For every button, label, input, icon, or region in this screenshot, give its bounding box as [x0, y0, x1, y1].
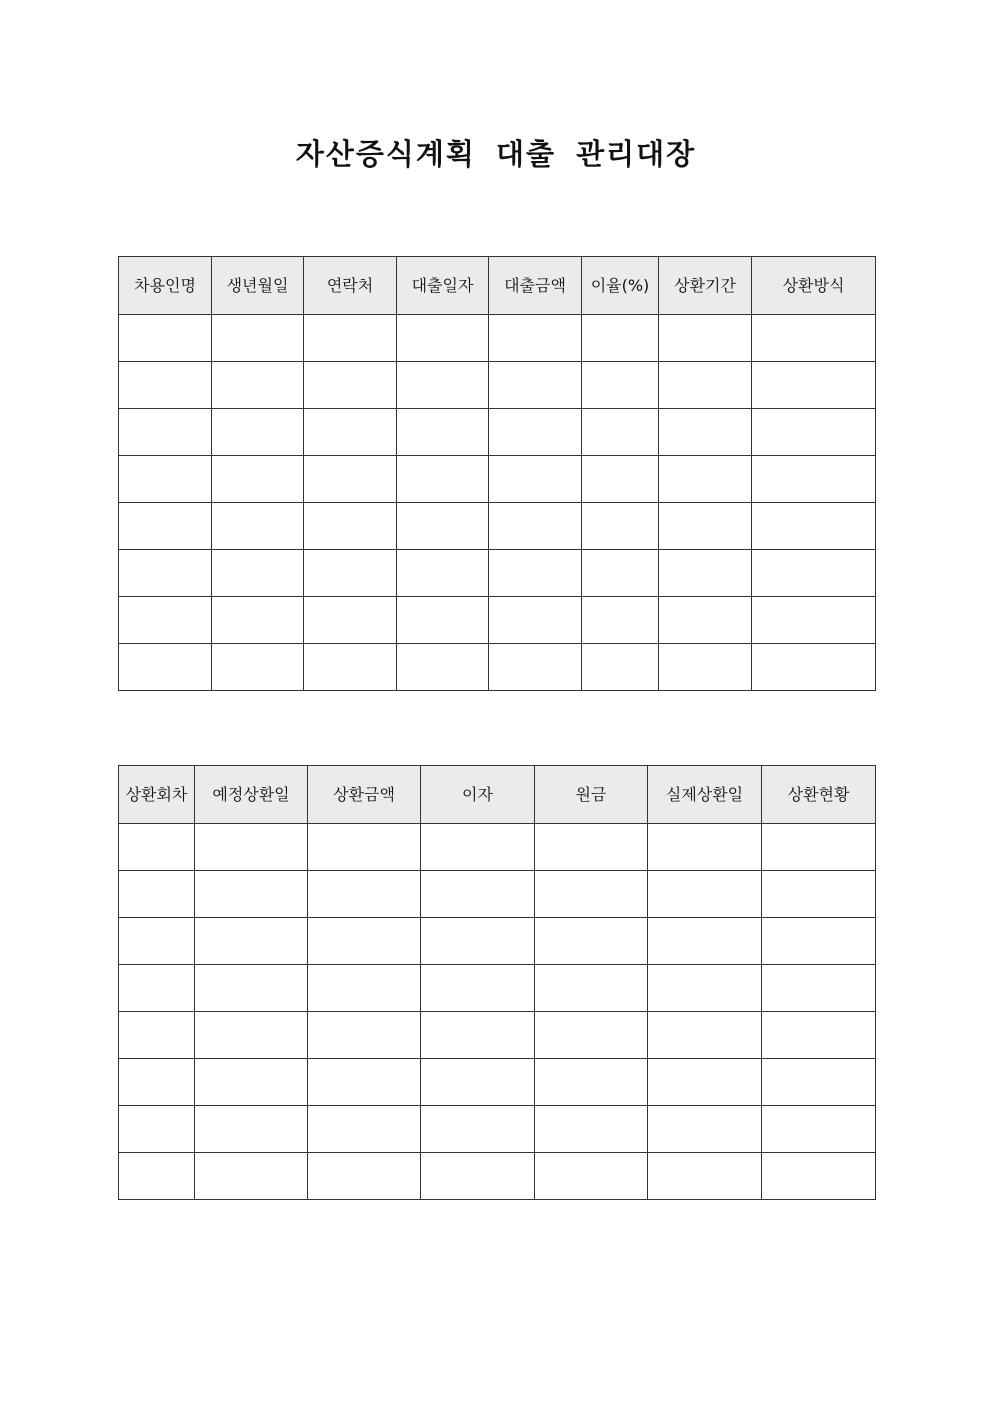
loan-table-cell[interactable]	[659, 644, 752, 691]
table-row	[119, 644, 876, 691]
loan-table-cell[interactable]	[119, 409, 212, 456]
loan-table-cell[interactable]	[489, 597, 582, 644]
table-row	[119, 597, 876, 644]
repayment-table-cell[interactable]	[195, 1012, 308, 1059]
repayment-table-cell[interactable]	[119, 871, 195, 918]
loan-table-header-label: 상환방식	[782, 275, 845, 295]
repayment-table-cell[interactable]	[308, 871, 421, 918]
loan-table-cell[interactable]	[212, 503, 304, 550]
loan-table-header-cell	[489, 257, 582, 315]
loan-table-cell[interactable]	[119, 550, 212, 597]
repayment-table-cell[interactable]	[421, 918, 535, 965]
loan-table-cell[interactable]	[397, 503, 489, 550]
repayment-table-cell[interactable]	[535, 1059, 648, 1106]
repayment-table-header-label: 상환금액	[333, 784, 395, 804]
repayment-table-cell[interactable]	[119, 965, 195, 1012]
loan-table-cell[interactable]	[752, 597, 876, 644]
repayment-table-cell[interactable]	[195, 965, 308, 1012]
loan-table-header-cell	[212, 257, 304, 315]
loan-table-cell[interactable]	[752, 456, 876, 503]
loan-table-header-label: 대출금액	[504, 275, 566, 295]
loan-table-cell[interactable]	[752, 550, 876, 597]
repayment-table-cell[interactable]	[648, 1106, 762, 1153]
loan-table-cell[interactable]	[659, 315, 752, 362]
loan-table-header-cell	[659, 257, 752, 315]
repayment-table-cell[interactable]	[195, 1153, 308, 1200]
loan-table-cell[interactable]	[582, 456, 659, 503]
repayment-table-cell[interactable]	[535, 1012, 648, 1059]
loan-table-cell[interactable]	[659, 503, 752, 550]
page-title: 자산증식계획 대출 관리대장	[295, 137, 697, 171]
table-row	[119, 362, 876, 409]
repayment-table-cell[interactable]	[119, 1012, 195, 1059]
loan-table-header-label: 상환기간	[674, 275, 736, 295]
loan-table-cell[interactable]	[212, 362, 304, 409]
loan-table-header-label: 연락처	[326, 275, 374, 295]
repayment-table-cell[interactable]	[119, 1059, 195, 1106]
table-row	[119, 1012, 876, 1059]
repayment-table-cell[interactable]	[421, 871, 535, 918]
loan-table-cell[interactable]	[304, 362, 397, 409]
loan-table-cell[interactable]	[212, 644, 304, 691]
loan-table-header-label: 생년월일	[226, 275, 289, 295]
repayment-table-cell[interactable]	[648, 1153, 762, 1200]
loan-table-cell[interactable]	[582, 315, 659, 362]
loan-table-cell[interactable]	[582, 362, 659, 409]
loan-table-cell[interactable]	[659, 456, 752, 503]
repayment-table-cell[interactable]	[535, 824, 648, 871]
table-row	[119, 918, 876, 965]
loan-table-cell[interactable]	[119, 597, 212, 644]
repayment-table-cell[interactable]	[119, 1106, 195, 1153]
repayment-table-cell[interactable]	[648, 824, 762, 871]
repayment-table-cell[interactable]	[535, 1106, 648, 1153]
repayment-table-header-label: 실제상환일	[665, 784, 744, 804]
loan-table-cell[interactable]	[582, 503, 659, 550]
loan-table-cell[interactable]	[212, 315, 304, 362]
repayment-table-cell[interactable]	[308, 965, 421, 1012]
repayment-table-header-cell	[119, 766, 195, 824]
loan-table-cell[interactable]	[212, 456, 304, 503]
repayment-table-header-label: 상환현황	[787, 784, 850, 804]
loan-table-cell[interactable]	[304, 550, 397, 597]
table-row	[119, 456, 876, 503]
repayment-table-cell[interactable]	[535, 918, 648, 965]
loan-table-cell[interactable]	[489, 315, 582, 362]
loan-table-cell[interactable]	[752, 409, 876, 456]
repayment-table-cell[interactable]	[648, 871, 762, 918]
loan-table-cell[interactable]	[752, 362, 876, 409]
loan-table-cell[interactable]	[304, 409, 397, 456]
table-row	[119, 965, 876, 1012]
repayment-table-header-label: 상환회차	[125, 784, 188, 804]
loan-table-cell[interactable]	[119, 315, 212, 362]
loan-table-cell[interactable]	[397, 550, 489, 597]
loan-table-cell[interactable]	[304, 644, 397, 691]
loan-table-header-row	[119, 257, 876, 315]
repayment-table-header-cell	[421, 766, 535, 824]
loan-table-cell[interactable]	[752, 644, 876, 691]
repayment-table-cell[interactable]	[421, 1059, 535, 1106]
loan-table-cell[interactable]	[489, 550, 582, 597]
repayment-table-cell[interactable]	[195, 918, 308, 965]
table-row	[119, 550, 876, 597]
repayment-table-cell[interactable]	[648, 1059, 762, 1106]
repayment-table-cell[interactable]	[648, 918, 762, 965]
loan-table-cell[interactable]	[212, 550, 304, 597]
repayment-table-cell[interactable]	[535, 965, 648, 1012]
loan-table-cell[interactable]	[489, 362, 582, 409]
loan-table-body	[119, 315, 876, 691]
table-row	[119, 824, 876, 871]
loan-table-header-cell	[397, 257, 489, 315]
repayment-table-cell[interactable]	[195, 871, 308, 918]
loan-table-cell[interactable]	[304, 315, 397, 362]
repayment-table-cell[interactable]	[308, 1106, 421, 1153]
table-row	[119, 503, 876, 550]
loan-table-cell[interactable]	[489, 409, 582, 456]
repayment-table-cell[interactable]	[762, 871, 876, 918]
repayment-table-cell[interactable]	[308, 1059, 421, 1106]
repayment-table-cell[interactable]	[762, 1012, 876, 1059]
loan-table-cell[interactable]	[304, 597, 397, 644]
loan-table-header-cell	[304, 257, 397, 315]
loan-table-cell[interactable]	[397, 456, 489, 503]
repayment-table-cell[interactable]	[762, 965, 876, 1012]
loan-table-cell[interactable]	[212, 597, 304, 644]
repayment-table-cell[interactable]	[648, 1012, 762, 1059]
repayment-table-cell[interactable]	[421, 1106, 535, 1153]
loan-table-cell[interactable]	[119, 456, 212, 503]
loan-table-cell[interactable]	[397, 644, 489, 691]
loan-table-cell[interactable]	[119, 644, 212, 691]
repayment-table-cell[interactable]	[308, 918, 421, 965]
repayment-table-cell[interactable]	[762, 1059, 876, 1106]
table-row	[119, 1059, 876, 1106]
loan-table-header-cell	[582, 257, 659, 315]
loan-table-cell[interactable]	[582, 644, 659, 691]
repayment-table-cell[interactable]	[648, 965, 762, 1012]
loan-table-header-label: 이율(%)	[590, 275, 650, 295]
repayment-table-cell[interactable]	[762, 824, 876, 871]
loan-table-cell[interactable]	[397, 315, 489, 362]
table-row	[119, 409, 876, 456]
repayment-table-cell[interactable]	[421, 1153, 535, 1200]
repayment-table-header-cell	[762, 766, 876, 824]
loan-table-header-cell	[119, 257, 212, 315]
loan-table-cell[interactable]	[489, 644, 582, 691]
repayment-table-cell[interactable]	[308, 824, 421, 871]
loan-table-cell[interactable]	[582, 597, 659, 644]
repayment-table-cell[interactable]	[195, 1106, 308, 1153]
repayment-table-header-cell	[308, 766, 421, 824]
loan-table-cell[interactable]	[489, 456, 582, 503]
loan-table-cell[interactable]	[659, 409, 752, 456]
loan-table-header-cell	[752, 257, 876, 315]
table-row	[119, 1153, 876, 1200]
loan-table-cell[interactable]	[659, 550, 752, 597]
repayment-table-header-label: 예정상환일	[212, 784, 290, 804]
loan-table-cell[interactable]	[119, 503, 212, 550]
loan-table-cell[interactable]	[119, 362, 212, 409]
loan-table-cell[interactable]	[397, 409, 489, 456]
repayment-table-cell[interactable]	[762, 1153, 876, 1200]
repayment-table-cell[interactable]	[308, 1012, 421, 1059]
repayment-table-cell[interactable]	[421, 965, 535, 1012]
repayment-table-cell[interactable]	[421, 1012, 535, 1059]
repayment-table-header-label: 원금	[575, 784, 607, 804]
repayment-table-cell[interactable]	[195, 1059, 308, 1106]
repayment-table-cell[interactable]	[119, 824, 195, 871]
loan-table-header-label: 대출일자	[411, 275, 474, 295]
repayment-table-cell[interactable]	[119, 918, 195, 965]
table-row	[119, 315, 876, 362]
loan-table-cell[interactable]	[397, 362, 489, 409]
repayment-table-header-label: 이자	[462, 784, 493, 804]
loan-table-cell[interactable]	[397, 597, 489, 644]
repayment-table-cell[interactable]	[421, 824, 535, 871]
repayment-table-cell[interactable]	[195, 824, 308, 871]
repayment-table-cell[interactable]	[762, 1106, 876, 1153]
loan-table-cell[interactable]	[659, 597, 752, 644]
loan-table-cell[interactable]	[659, 362, 752, 409]
loan-table	[118, 256, 876, 691]
loan-table-cell[interactable]	[212, 409, 304, 456]
repayment-table-cell[interactable]	[535, 871, 648, 918]
loan-table-cell[interactable]	[582, 550, 659, 597]
loan-table-cell[interactable]	[304, 503, 397, 550]
repayment-table-header-cell	[648, 766, 762, 824]
table-row	[119, 871, 876, 918]
repayment-table-body	[119, 824, 876, 1200]
repayment-table-cell[interactable]	[762, 918, 876, 965]
loan-table-cell[interactable]	[582, 409, 659, 456]
repayment-table-header-row	[119, 766, 876, 824]
loan-table-cell[interactable]	[752, 503, 876, 550]
loan-table-cell[interactable]	[752, 315, 876, 362]
repayment-table	[118, 765, 876, 1200]
table-row	[119, 1106, 876, 1153]
loan-table-header-label: 차용인명	[134, 275, 196, 295]
repayment-table-header-cell	[195, 766, 308, 824]
repayment-table-cell[interactable]	[119, 1153, 195, 1200]
loan-table-cell[interactable]	[489, 503, 582, 550]
repayment-table-cell[interactable]	[308, 1153, 421, 1200]
repayment-table-cell[interactable]	[535, 1153, 648, 1200]
loan-table-cell[interactable]	[304, 456, 397, 503]
repayment-table-header-cell	[535, 766, 648, 824]
